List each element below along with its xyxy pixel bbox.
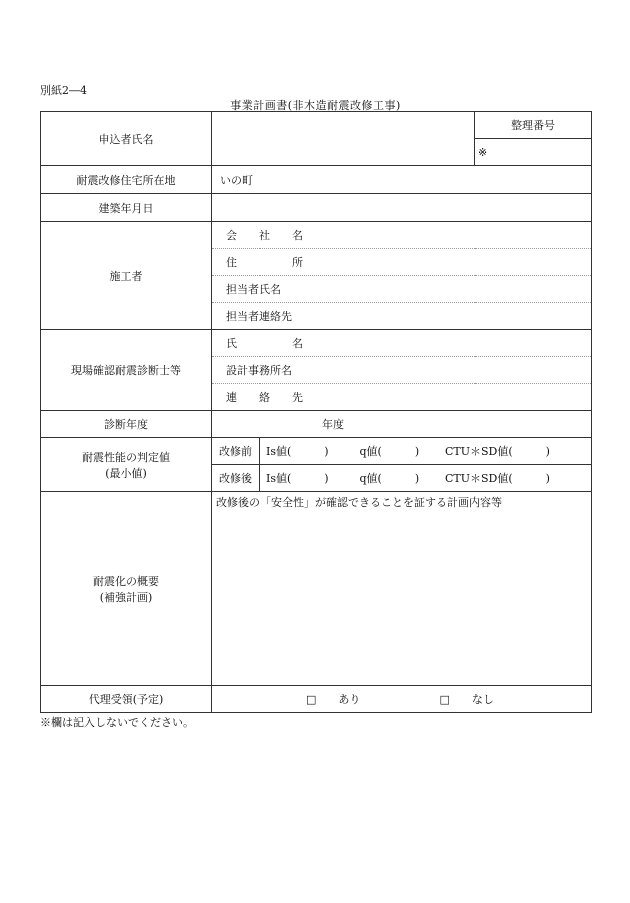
overview-prompt: 改修後の「安全性」が確認できることを証する計画内容等 (216, 496, 502, 509)
inspector-contact-field[interactable]: 連 絡 先 (212, 384, 592, 411)
document-reference: 別紙2―4 (40, 84, 87, 97)
proxy-yes-checkbox[interactable]: □ あり (306, 693, 361, 706)
contractor-label: 施工者 (41, 222, 212, 330)
after-ctu-field[interactable]: CTU＊SD値( ) (445, 472, 550, 485)
overview-label (41, 492, 212, 686)
before-ctu-field[interactable]: CTU＊SD値( ) (445, 445, 550, 458)
contractor-person-field[interactable]: 担当者氏名 (212, 276, 592, 303)
address-label: 耐震改修住宅所在地 (41, 166, 212, 194)
after-values-row[interactable] (260, 465, 592, 492)
overview-field[interactable] (212, 492, 592, 686)
after-q-field[interactable]: q値( ) (359, 472, 420, 485)
proxy-receipt-label: 代理受領(予定) (41, 686, 212, 713)
diagnosis-year-field[interactable]: 年度 (212, 411, 592, 438)
before-values-row[interactable] (260, 438, 592, 465)
control-number-label: 整理番号 (475, 112, 592, 139)
seismic-value-label-line2: (最小値) (105, 466, 147, 480)
business-plan-form (40, 111, 592, 713)
diagnosis-year-label: 診断年度 (41, 411, 212, 438)
before-q-field[interactable]: q値( ) (359, 445, 420, 458)
before-retrofit-label: 改修前 (212, 438, 260, 465)
contractor-company-field[interactable]: 会 社 名 (212, 222, 592, 249)
control-number-field: ※ (475, 139, 592, 166)
overview-label-line2: (補強計画) (99, 590, 153, 604)
inspector-label: 現場確認耐震診断士等 (41, 330, 212, 411)
footnote: ※欄は記入しないでください。 (40, 716, 194, 729)
address-field[interactable]: いの町 (212, 166, 592, 194)
seismic-value-label (41, 438, 212, 492)
applicant-name-label: 申込者氏名 (41, 112, 212, 166)
inspector-office-field[interactable]: 設計事務所名 (212, 357, 592, 384)
proxy-receipt-options (212, 686, 592, 713)
inspector-name-field[interactable]: 氏 名 (212, 330, 592, 357)
contractor-address-field[interactable]: 住 所 (212, 249, 592, 276)
overview-label-line1: 耐震化の概要 (93, 574, 159, 588)
after-retrofit-label: 改修後 (212, 465, 260, 492)
after-is-field[interactable]: Is値( ) (266, 472, 329, 485)
applicant-name-field[interactable] (212, 112, 475, 166)
built-date-label: 建築年月日 (41, 194, 212, 222)
seismic-value-label-line1: 耐震性能の判定値 (82, 450, 170, 464)
before-is-field[interactable]: Is値( ) (266, 445, 329, 458)
built-date-field[interactable] (212, 194, 592, 222)
contractor-contact-field[interactable]: 担当者連絡先 (212, 303, 592, 330)
page-title: 事業計画書(非木造耐震改修工事) (230, 99, 401, 112)
proxy-no-checkbox[interactable]: □ なし (439, 693, 494, 706)
